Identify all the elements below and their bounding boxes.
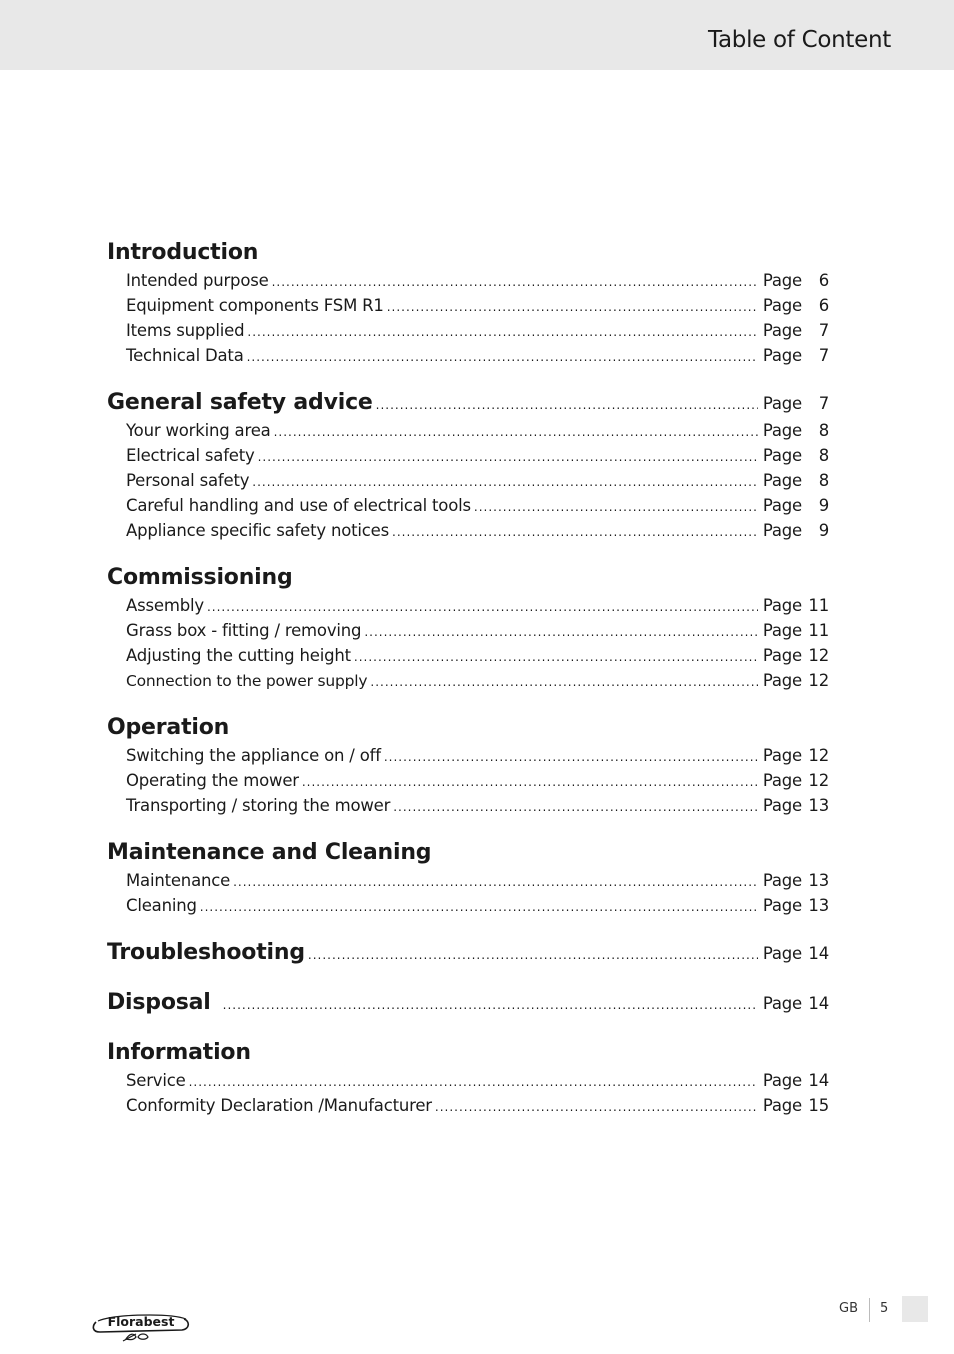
page-number: 14 [808, 1071, 829, 1090]
footer-tab-marker [902, 1296, 928, 1322]
toc-entry[interactable] [107, 293, 829, 318]
toc-entry-label: Your working area [126, 421, 271, 440]
dot-leader [302, 770, 758, 795]
section-heading-troubleshooting: Troubleshooting [107, 940, 305, 965]
toc-entry[interactable] [107, 343, 829, 368]
toc-entry-label: Personal safety [126, 471, 250, 490]
page-number: 7 [818, 394, 829, 413]
page-word: Page [762, 421, 802, 440]
page-word: Page [762, 621, 802, 640]
toc-entry-label: Assembly [126, 596, 204, 615]
dot-leader [247, 320, 757, 345]
toc-section-row[interactable] [107, 388, 829, 418]
dot-leader [393, 795, 758, 820]
section-gap [107, 693, 829, 713]
page-number: 12 [808, 671, 829, 690]
page-number: 7 [818, 321, 829, 340]
toc-entry[interactable] [107, 1093, 829, 1118]
section-heading-operation: Operation [107, 715, 230, 740]
dot-leader [354, 645, 758, 670]
section-gap [107, 968, 829, 988]
toc-entry[interactable] [107, 318, 829, 343]
page-word: Page [762, 521, 802, 540]
page-word: Page [762, 596, 802, 615]
section-heading-general-safety: General safety advice [107, 390, 373, 415]
toc-entry[interactable] [107, 468, 829, 493]
dot-leader [200, 895, 758, 920]
toc-entry-label: Switching the appliance on / off [126, 746, 381, 765]
toc-entry[interactable] [107, 418, 829, 443]
dot-leader [247, 345, 758, 370]
toc-entry-label: Operating the mower [126, 771, 299, 790]
page-number: 9 [818, 496, 829, 515]
toc-entry[interactable] [107, 443, 829, 468]
dot-leader [233, 870, 758, 895]
page-number: 13 [808, 871, 829, 890]
dot-leader [308, 940, 758, 970]
section-gap [107, 543, 829, 563]
toc-entry[interactable] [107, 768, 829, 793]
section-gap [107, 818, 829, 838]
page-number: 12 [808, 746, 829, 765]
toc-section-row[interactable] [107, 988, 829, 1018]
page-word: Page [762, 496, 802, 515]
toc-entry[interactable] [107, 668, 829, 693]
page-word: Page [762, 446, 802, 465]
page-word: Page [762, 1096, 802, 1115]
section-heading-maintenance: Maintenance and Cleaning [107, 840, 432, 865]
dot-leader [370, 670, 757, 695]
page-number: 9 [818, 521, 829, 540]
page-word: Page [762, 871, 802, 890]
page-word: Page [762, 346, 802, 365]
page-word: Page [762, 796, 802, 815]
dot-leader [207, 595, 758, 620]
page-number: 8 [818, 421, 829, 440]
section-gap [107, 1018, 829, 1038]
section-heading-commissioning: Commissioning [107, 565, 293, 590]
page-number: 11 [808, 596, 829, 615]
dot-leader [376, 390, 758, 420]
toc-entry-label: Adjusting the cutting height [126, 646, 351, 665]
page-word: Page [762, 746, 802, 765]
toc-entry[interactable] [107, 493, 829, 518]
page-number: 13 [808, 896, 829, 915]
page-title: Table of Content [708, 27, 891, 53]
logo-wordmark: Florabest [107, 1314, 175, 1329]
dot-leader [274, 420, 758, 445]
toc-entry-label: Intended purpose [126, 271, 269, 290]
page-number: 6 [818, 271, 829, 290]
dot-leader [435, 1095, 758, 1120]
page-word: Page [762, 896, 802, 915]
dot-leader [364, 620, 758, 645]
dot-leader [223, 990, 758, 1020]
page-word: Page [762, 296, 802, 315]
dot-leader [272, 270, 758, 295]
section-heading-disposal: Disposal [107, 990, 211, 1015]
toc-entry[interactable] [107, 893, 829, 918]
page-number: 14 [808, 994, 829, 1013]
section-gap [107, 918, 829, 938]
section-heading-introduction: Introduction [107, 240, 259, 265]
toc-entry-label: Appliance specific safety notices [126, 521, 389, 540]
page-word: Page [762, 771, 802, 790]
toc-entry-label: Technical Data [126, 346, 244, 365]
page-number: 12 [808, 646, 829, 665]
page-number: 8 [818, 446, 829, 465]
dot-leader [387, 295, 758, 320]
footer-divider [869, 1298, 870, 1322]
dot-leader [258, 445, 758, 470]
toc-entry[interactable] [107, 1068, 829, 1093]
dot-leader [189, 1070, 758, 1095]
table-of-contents [107, 238, 829, 1118]
page-number: 7 [818, 346, 829, 365]
dot-leader [474, 495, 758, 520]
toc-entry[interactable] [107, 643, 829, 668]
section-gap [107, 368, 829, 388]
toc-entry-label: Electrical safety [126, 446, 255, 465]
toc-entry-label: Items supplied [126, 321, 245, 340]
toc-entry-label: Maintenance [126, 871, 231, 890]
page-word: Page [762, 394, 802, 413]
toc-entry-label: Connection to the power supply [126, 672, 368, 690]
page-number: 13 [808, 796, 829, 815]
toc-entry-label: Grass box - fitting / removing [126, 621, 362, 640]
toc-entry[interactable] [107, 743, 829, 768]
toc-entry-label: Equipment components FSM R1 [126, 296, 384, 315]
page-number: 15 [808, 1096, 829, 1115]
toc-entry[interactable] [107, 268, 829, 293]
section-heading-information: Information [107, 1040, 251, 1065]
toc-entry[interactable] [107, 518, 829, 543]
page-number: 6 [818, 296, 829, 315]
dot-leader [252, 470, 758, 495]
toc-entry-label: Cleaning [126, 896, 197, 915]
toc-entry[interactable] [107, 593, 829, 618]
toc-entry-label: Careful handling and use of electrical tools [126, 496, 471, 515]
toc-entry[interactable] [107, 618, 829, 643]
page-word: Page [762, 321, 802, 340]
page-word: Page [762, 671, 802, 690]
page-word: Page [762, 271, 802, 290]
language-code: GB [839, 1301, 858, 1316]
page-word: Page [762, 1071, 802, 1090]
page-word: Page [762, 994, 802, 1013]
toc-entry-label: Conformity Declaration /Manufacturer [126, 1096, 432, 1115]
toc-entry-label: Transporting / storing the mower [126, 796, 391, 815]
florabest-logo [90, 1306, 192, 1342]
page-number: 14 [808, 944, 829, 963]
page-number: 8 [818, 471, 829, 490]
dot-leader [392, 520, 758, 545]
toc-entry[interactable] [107, 868, 829, 893]
footer-page-number: 5 [880, 1301, 889, 1316]
toc-section-row[interactable] [107, 938, 829, 968]
toc-entry[interactable] [107, 793, 829, 818]
page-number: 11 [808, 621, 829, 640]
page-word: Page [762, 944, 802, 963]
page-word: Page [762, 471, 802, 490]
page-number: 12 [808, 771, 829, 790]
dot-leader [384, 745, 758, 770]
page-word: Page [762, 646, 802, 665]
toc-entry-label: Service [126, 1071, 186, 1090]
